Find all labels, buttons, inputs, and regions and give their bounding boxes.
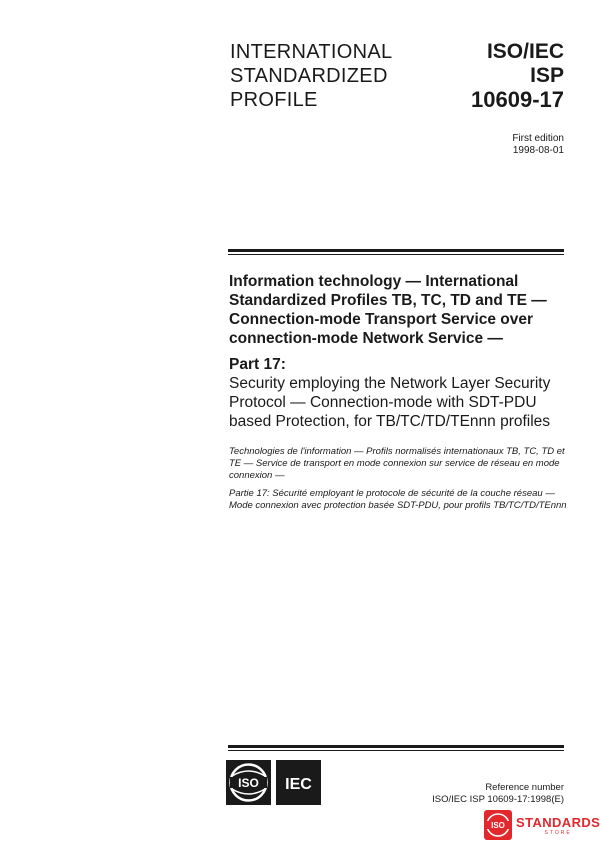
document-type — [230, 40, 430, 112]
top-rule-thin — [228, 254, 564, 255]
edition-info — [512, 133, 564, 157]
store-watermark — [484, 809, 600, 841]
title-block — [229, 272, 569, 512]
store-word: STANDARDS — [516, 814, 600, 830]
document-type-line: INTERNATIONAL — [230, 41, 393, 63]
reference-number: ISO/IEC ISP 10609-17:1998(E) — [432, 794, 564, 805]
iec-logo-text: IEC — [285, 776, 312, 793]
title-english: Information technology — International Standardized Profiles TB, TC, TD and TE — Connection-mode Transport Service over connection-mode Network Service — — [229, 273, 547, 347]
bottom-rule-thin — [228, 750, 564, 751]
standard-id-line: ISO/IEC — [486, 40, 564, 63]
reference-number-block — [432, 782, 564, 806]
reference-label: Reference number — [485, 782, 564, 793]
part-label: Part 17: — [229, 356, 286, 373]
title-french: Technologies de l'information — Profils normalisés internationaux TB, TC, TD et TE — Service de transport en mode connexion sur service de réseau en mode connexion — — [229, 446, 565, 481]
document-type-line: STANDARDIZED — [230, 65, 388, 87]
store-sub: STORE — [544, 829, 572, 836]
iec-logo-icon — [276, 760, 321, 805]
store-badge-icon — [484, 810, 512, 840]
bottom-rule-thick — [228, 745, 564, 748]
edition-label: First edition — [512, 133, 564, 144]
top-rule-thick — [228, 249, 564, 252]
standard-id-line: ISP — [530, 64, 564, 87]
iso-logo-icon — [226, 760, 271, 805]
store-badge-text: ISO — [491, 821, 505, 830]
edition-date: 1998-08-01 — [512, 145, 564, 156]
iso-logo-text: ISO — [238, 776, 259, 790]
store-text — [516, 815, 600, 836]
standard-number: 10609-17 — [471, 87, 564, 112]
part-title-french: Partie 17: Sécurité employant le protocole de sécurité de la couche réseau — Mode connexion avec protection basée SDT-PDU, pour profils TB/TC/TD/TEnnn — [229, 488, 567, 511]
standard-identifier — [404, 40, 564, 112]
document-type-line: PROFILE — [230, 89, 318, 111]
part-title: Security employing the Network Layer Security Protocol — Connection-mode with SDT-PDU based Protection, for TB/TC/TD/TEnnn profiles — [229, 375, 551, 430]
